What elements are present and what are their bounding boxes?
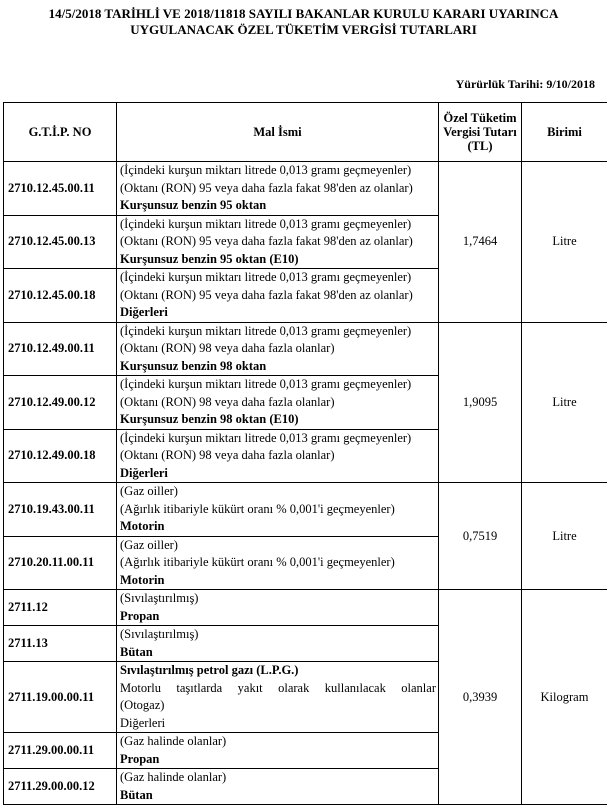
product-line: (Oktanı (RON) 95 veya daha fazla fakat 98'den az olanlar) [120,233,436,251]
product-line: (Oktanı (RON) 95 veya daha fazla fakat 98'den az olanlar) [120,180,436,198]
product-line: Motorlu taşıtlarda yakıt olarak kullanılacak olanlar [120,680,436,698]
product-line: (Oktanı (RON) 95 veya daha fazla fakat 98'den az olanlar) [120,287,436,305]
gtip-code: 2711.29.00.00.12 [4,769,117,805]
product-name [117,662,439,733]
tax-amount: 0,7519 [439,483,522,590]
tax-amount: 1,9095 [439,322,522,483]
table-row [4,590,607,626]
table-row [4,322,607,376]
product-line: (İçindeki kurşun miktarı litrede 0,013 gramı geçmeyenler) [120,430,436,448]
gtip-code: 2711.13 [4,626,117,662]
gtip-code: 2710.12.49.00.18 [4,429,117,483]
product-title: Motorin [120,518,436,536]
tax-amount: 1,7464 [439,162,522,323]
product-name [117,269,439,323]
header-name: Mal İsmi [117,103,439,162]
product-title: Kurşunsuz benzin 98 oktan [120,358,436,376]
header-tax: Özel Tüketim Vergisi Tutarı (TL) [439,103,522,162]
title-line-1: 14/5/2018 TARİHLİ VE 2018/11818 SAYILI BAKANLAR KURULU KARARI UYARINCA [0,6,607,22]
product-title: Bütan [120,644,436,662]
gtip-code: 2711.12 [4,590,117,626]
product-line: (İçindeki kurşun miktarı litrede 0,013 gramı geçmeyenler) [120,216,436,234]
document-title [0,6,607,38]
product-line: (Oktanı (RON) 98 veya daha fazla olanlar) [120,394,436,412]
gtip-code: 2711.19.00.00.11 [4,662,117,733]
product-name [117,536,439,590]
product-line: (Oktanı (RON) 98 veya daha fazla olanlar) [120,447,436,465]
header-unit: Birimi [522,103,607,162]
unit: Kilogram [522,590,607,805]
product-title: Kurşunsuz benzin 95 oktan [120,197,436,215]
product-name [117,733,439,769]
product-line: (İçindeki kurşun miktarı litrede 0,013 gramı geçmeyenler) [120,269,436,287]
product-line: (Ağırlık itibariyle kükürt oranı % 0,001'i geçmeyenler) [120,501,436,519]
product-line: (Oktanı (RON) 98 veya daha fazla olanlar) [120,340,436,358]
gtip-code: 2710.20.11.00.11 [4,536,117,590]
gtip-code: 2711.29.00.00.11 [4,733,117,769]
gtip-code: 2710.12.45.00.13 [4,215,117,269]
product-name [117,322,439,376]
product-line: (Sıvılaştırılmış) [120,590,436,608]
product-line: Diğerleri [120,715,436,733]
product-line: (Ağırlık itibariyle kükürt oranı % 0,001'i geçmeyenler) [120,554,436,572]
product-line: (Gaz halinde olanlar) [120,733,436,751]
product-name [117,626,439,662]
header-code: G.T.İ.P. NO [4,103,117,162]
gtip-code: 2710.12.49.00.11 [4,322,117,376]
product-title: Motorin [120,572,436,590]
gtip-code: 2710.19.43.00.11 [4,483,117,537]
tax-amount: 0,3939 [439,590,522,805]
product-line: (Otogaz) [120,697,436,715]
product-title: Diğerleri [120,465,436,483]
product-line: (İçindeki kurşun miktarı litrede 0,013 gramı geçmeyenler) [120,376,436,394]
gtip-code: 2710.12.45.00.11 [4,162,117,216]
tax-table [3,102,607,805]
product-line: (Sıvılaştırılmış) [120,626,436,644]
gtip-code: 2710.12.45.00.18 [4,269,117,323]
product-line: (Gaz halinde olanlar) [120,769,436,787]
effective-date: Yürürlük Tarihi: 9/10/2018 [456,77,595,92]
product-name [117,429,439,483]
product-name [117,590,439,626]
product-name [117,483,439,537]
table-row [4,483,607,537]
gtip-code: 2710.12.49.00.12 [4,376,117,430]
title-line-2: UYGULANACAK ÖZEL TÜKETİM VERGİSİ TUTARLARI [0,22,607,38]
table-header-row [4,103,607,162]
unit: Litre [522,483,607,590]
product-title: Diğerleri [120,304,436,322]
product-title: Propan [120,751,436,769]
unit: Litre [522,322,607,483]
product-name [117,215,439,269]
product-line: (İçindeki kurşun miktarı litrede 0,013 gramı geçmeyenler) [120,323,436,341]
product-name [117,769,439,805]
unit: Litre [522,162,607,323]
product-title: Bütan [120,787,436,805]
table-row [4,162,607,216]
product-name [117,376,439,430]
product-line: (İçindeki kurşun miktarı litrede 0,013 gramı geçmeyenler) [120,162,436,180]
product-title: Kurşunsuz benzin 98 oktan (E10) [120,411,436,429]
product-title: Kurşunsuz benzin 95 oktan (E10) [120,251,436,269]
product-title: Propan [120,608,436,626]
product-line: (Gaz oiller) [120,537,436,555]
product-title: Sıvılaştırılmış petrol gazı (L.P.G.) [120,662,436,680]
product-line: (Gaz oiller) [120,483,436,501]
product-name [117,162,439,216]
